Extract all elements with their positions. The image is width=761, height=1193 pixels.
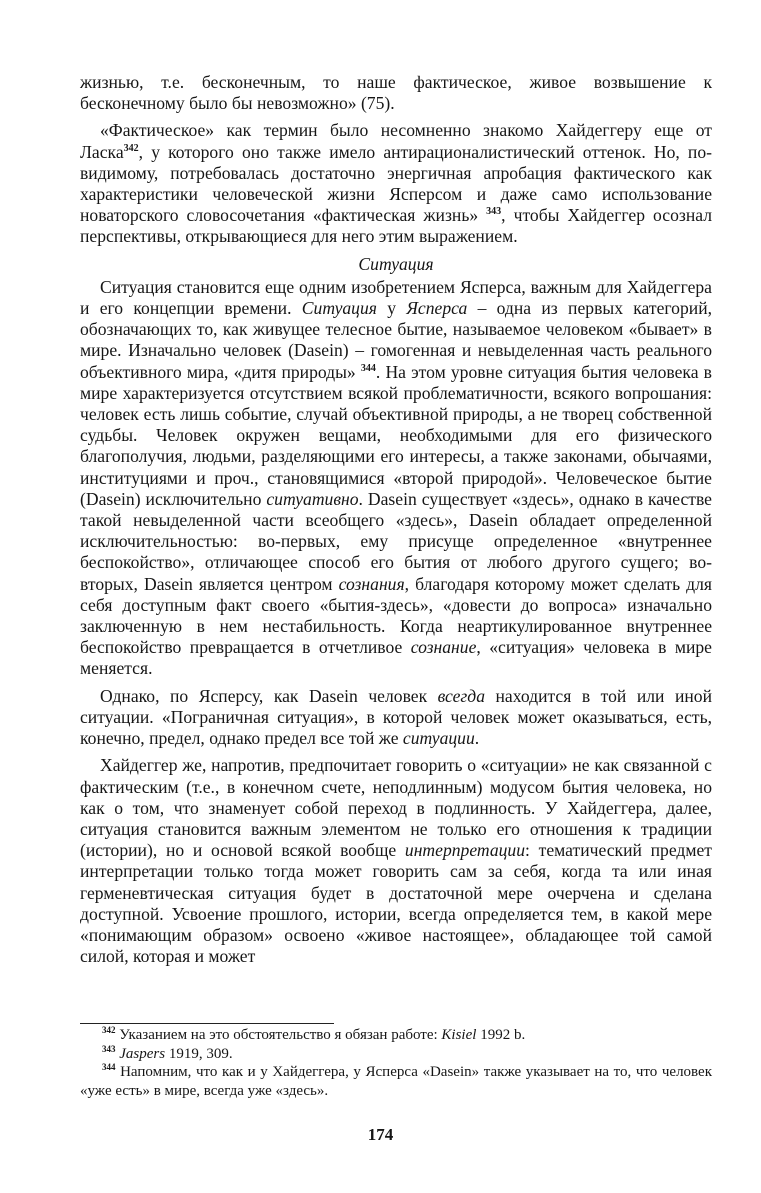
footnotes [80,1026,712,1100]
paragraph-heidegger: Хайдеггер же, напротив, предпочитает говорить о «ситуации» не как связанной с фактическим (т.е., в конечном счете, неподлинным) модусом бытия человека, но как о том, что знаменует собой переход в подлинность. У Хайдеггера, далее, ситуация становится важным элементом не только его отношения к традиции (истории), но и основой всякой вообще интерпретации: тематический предмет интерпретации только тогда может говорить сам за себя, когда та или иная герменевтическая ситуация будет в достаточной мере очерчена и сделана доступной. Усвоение прошлого, истории, всегда определяется тем, в какой мере «понимающим образом» освоено «живое настоящее», обладающее той самой силой, которая и может [80,755,712,967]
footnote-ref-344: 344 [360,362,376,374]
footnote-343: $^{343}$ Jaspers 1919, 309. [102,1043,233,1062]
section-heading: Ситуация [358,253,434,274]
main-text [80,72,712,973]
footnote-ref-342: 342 [123,142,139,154]
paragraph-jaspers: Однако, по Ясперсу, как Dasein человек всегда находится в той или иной ситуации. «Пограничная ситуация», в которой человек может оказываться, есть, конечно, предел, однако предел все той же ситуации. [80,685,712,749]
paragraph-situation: Ситуация становится еще одним изобретением Ясперса, важным для Хайдеггера и его концепции времени. Ситуация у Ясперса – одна из первых категорий, обозначающих то, как живущее телесное бытие, называемое человеком «бывает» в мире. Изначально человек (Dasein) – гомогенная и невыделенная часть реального объективного мира, «дитя природы» $^{344}$. На этом уровне ситуация бытия человека в мире характеризуется отсутствием всякой проблематичности, всякого вопрошания: человек есть лишь событие, случай объективной природы, а не творец собственной судьбы. Человек окружен вещами, необходимыми для его физического благополучия, людьми, разделяющими его интересы, а также законами, обычаями, институциями и проч., становящимися «второй природой». Человеческое бытие (Dasein) исключительно ситуативно. Dasein существует «здесь», однако в качестве такой невыделенной части всеобщего «здесь», Dasein обладает определенной исключительностью: во-первых, ему присуще определенное «внутреннее беспокойство», отличающее способ его бытия от любого другого сущего; во-вторых, Dasein является центром сознания, благодаря которому может сделать для себя доступным факт своего «бытия-здесь», «довести до вопроса» изначально заключенную в нем нестабильность. Когда неартикулированное внутреннее беспокойство превращается в отчетливое сознание, «ситуация» человека в мире меняется. [80,276,713,679]
paragraph-continuation: жизнью, т.е. бесконечным, то наше фактическое, живое возвышение к бесконечному было бы невозможно» (75). [80,72,712,114]
footnote-344: $^{344}$ Напомним, что как и у Хайдеггера, у Ясперса «Dasein» также указывает на то, что человек «уже есть» в мире, всегда уже «здесь». [80,1062,712,1099]
page-number: 174 [367,1125,394,1144]
footnote-ref-343: 343 [486,206,502,218]
footnote-342: $^{342}$ Указанием на это обстоятельство я обязан работе: Kisiel 1992 b. [102,1025,526,1043]
paragraph-factical: «Фактическое» как термин было несомненно знакомо Хайдеггеру еще от Ласка$^{342}$, у которого оно также имело антирационалистический оттенок. Но, по-видимому, потребовалась достаточно энергичная апробация фактического как характеристики человеческой жизни Ясперсом и даже само использование новаторского словосочетания «фактическая жизнь» $^{343}$, чтобы Хайдеггер осознал перспективы, открывающиеся для него этим выражением. [80,120,712,247]
footnote-divider [80,1023,334,1024]
